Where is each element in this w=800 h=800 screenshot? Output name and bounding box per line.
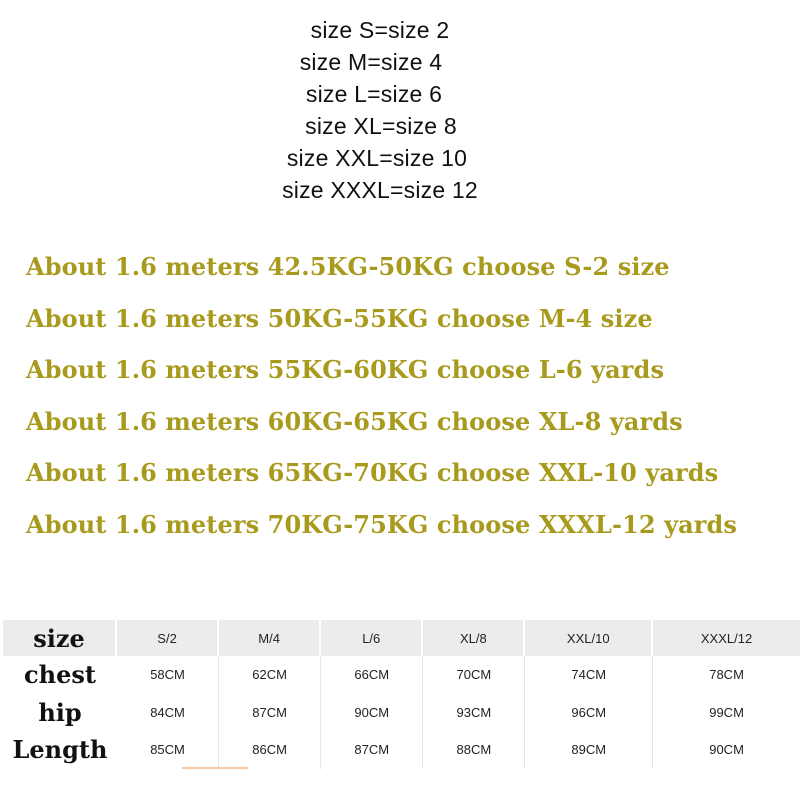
- table-cell: 96CM: [525, 694, 653, 732]
- decorative-underline: [182, 767, 248, 769]
- table-cell: 87CM: [321, 731, 423, 769]
- row-label: hip: [38, 697, 82, 727]
- weight-guide: [26, 250, 796, 559]
- size-column-header: XXL/10: [525, 620, 653, 656]
- table-cell: 58CM: [117, 656, 219, 694]
- size-equivalent-line: size XXXL=size 12: [282, 177, 478, 203]
- size-column-header: XXXL/12: [653, 620, 800, 656]
- size-equivalent-line: size XXL=size 10: [286, 145, 468, 171]
- table-cell: 74CM: [525, 656, 653, 694]
- table-cell: 86CM: [219, 731, 321, 769]
- size-column-header: M/4: [219, 620, 321, 656]
- weight-guide-line: About 1.6 meters 42.5KG-50KG choose S-2 size: [26, 252, 670, 281]
- table-row: [3, 694, 800, 732]
- table-cell: 87CM: [219, 694, 321, 732]
- table-row: [3, 731, 800, 769]
- row-label: chest: [24, 660, 96, 690]
- table-cell: 99CM: [709, 704, 744, 720]
- table-cell: 66CM: [321, 656, 423, 694]
- table-cell: 90CM: [321, 694, 423, 732]
- table-header-label: size: [3, 620, 117, 656]
- size-column-header: XL/8: [423, 620, 525, 656]
- table-cell: 78CM: [709, 667, 744, 683]
- measurement-table: [3, 620, 800, 769]
- table-cell: 89CM: [525, 731, 653, 769]
- table-cell: 62CM: [219, 656, 321, 694]
- size-equivalent-line: size XL=size 8: [305, 113, 457, 139]
- table-row: [3, 656, 800, 694]
- weight-guide-line: About 1.6 meters 60KG-65KG choose XL-8 yards: [26, 406, 683, 436]
- size-column-header: S/2: [117, 620, 219, 656]
- weight-guide-line: About 1.6 meters 70KG-75KG choose XXXL-12 yards: [26, 509, 738, 539]
- size-equivalents: [0, 14, 760, 206]
- row-label: Length: [12, 735, 108, 765]
- table-cell: 90CM: [709, 742, 744, 758]
- size-column-header: L/6: [321, 620, 423, 656]
- size-equivalent-line: size M=size 4: [299, 49, 443, 75]
- table-header-row: [3, 620, 800, 656]
- weight-guide-line: About 1.6 meters 55KG-60KG choose L-6 yards: [26, 355, 665, 384]
- table-cell: 84CM: [117, 694, 219, 732]
- table-cell: 88CM: [423, 731, 525, 769]
- size-equivalent-line: size S=size 2: [310, 17, 450, 43]
- weight-guide-line: About 1.6 meters 65KG-70KG choose XXL-10 yards: [26, 458, 719, 487]
- table-cell: 93CM: [423, 694, 525, 732]
- weight-guide-line: About 1.6 meters 50KG-55KG choose M-4 size: [26, 303, 653, 333]
- table-cell: 85CM: [117, 731, 219, 769]
- table-cell: 70CM: [423, 656, 525, 694]
- size-equivalent-line: size L=size 6: [305, 81, 443, 107]
